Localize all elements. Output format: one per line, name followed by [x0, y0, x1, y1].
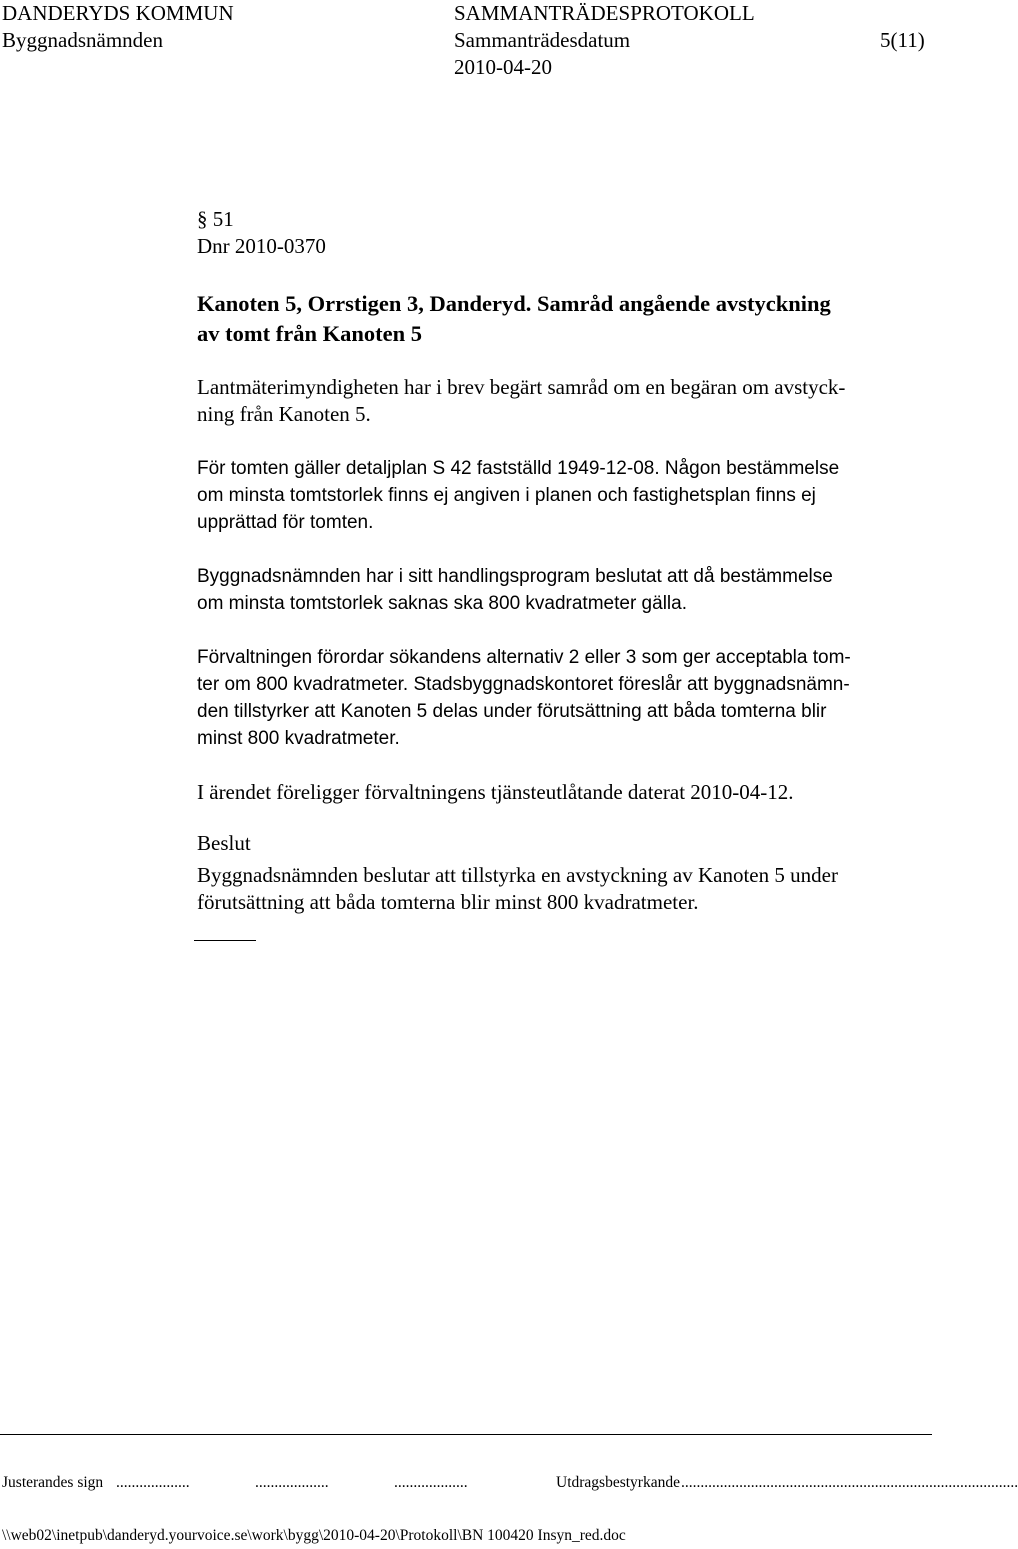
- signature-line-3: ...................: [394, 1474, 468, 1491]
- extract-certification-line: .......................................................................................: [681, 1474, 1018, 1491]
- paragraph-action-program: [197, 563, 927, 617]
- paragraph-statement: [197, 779, 927, 806]
- text-line: Byggnadsnämnden beslutar att tillstyrka en avstyckning av Kanoten 5 under: [197, 863, 838, 887]
- paragraph-recommendation: [197, 644, 927, 752]
- text-line: För tomten gäller detaljplan S 42 fastställd 1949-12-08. Någon bestämmelse: [197, 458, 840, 479]
- decision-heading: Beslut: [197, 831, 251, 855]
- paragraph-request: [197, 374, 927, 428]
- document-type: SAMMANTRÄDESPROTOKOLL: [454, 1, 755, 25]
- text-line: om minsta tomtstorlek saknas ska 800 kvadratmeter gälla.: [197, 593, 687, 614]
- text-line: ning från Kanoten 5.: [197, 402, 371, 426]
- text-line: Förvaltningen förordar sökandens alternativ 2 eller 3 som ger acceptabla tom-: [197, 647, 851, 668]
- text-line: den tillstyrker att Kanoten 5 delas under förutsättning att båda tomterna blir: [197, 701, 827, 722]
- page-number: 5(11): [880, 28, 925, 52]
- text-line: minst 800 kvadratmeter.: [197, 728, 400, 749]
- signature-line-2: ...................: [255, 1474, 329, 1491]
- meeting-date-label: Sammanträdesdatum: [454, 28, 631, 52]
- case-title: [197, 289, 937, 349]
- committee-name: Byggnadsnämnden: [2, 28, 163, 52]
- case-title-line: av tomt från Kanoten 5: [197, 321, 422, 346]
- end-of-section-rule: [194, 940, 256, 941]
- signature-line-1: ...................: [116, 1474, 190, 1491]
- file-path: \\web02\inetpub\danderyd.yourvoice.se\work\bygg\2010-04-20\Protokoll\BN 100420 Insyn_red.doc: [2, 1527, 626, 1544]
- case-title-line: Kanoten 5, Orrstigen 3, Danderyd. Samråd angående avstyckning: [197, 291, 831, 316]
- footer-divider: [0, 1434, 932, 1435]
- text-line: om minsta tomtstorlek finns ej angiven i planen och fastighetsplan finns ej: [197, 485, 816, 506]
- paragraph-detailed-plan: [197, 455, 927, 536]
- text-line: I ärendet föreligger förvaltningens tjänsteutlåtande daterat 2010-04-12.: [197, 780, 794, 804]
- text-line: upprättad för tomten.: [197, 512, 374, 533]
- extract-certification-label: Utdragsbestyrkande: [556, 1474, 680, 1491]
- text-line: ter om 800 kvadratmeter. Stadsbyggnadskontoret föreslår att byggnadsnämn-: [197, 674, 850, 695]
- text-line: Byggnadsnämnden har i sitt handlingsprogram beslutat att då bestämmelse: [197, 566, 833, 587]
- organization-name: DANDERYDS KOMMUN: [2, 1, 234, 25]
- text-line: Lantmäterimyndigheten har i brev begärt samråd om en begäran om avstyck-: [197, 375, 846, 399]
- adjuster-sign-label: Justerandes sign: [2, 1474, 104, 1491]
- paragraph-number: § 51: [197, 207, 234, 231]
- decision-text: [197, 862, 927, 916]
- text-line: förutsättning att båda tomterna blir minst 800 kvadratmeter.: [197, 890, 699, 914]
- case-number: Dnr 2010-0370: [197, 234, 326, 258]
- meeting-date: 2010-04-20: [454, 55, 552, 79]
